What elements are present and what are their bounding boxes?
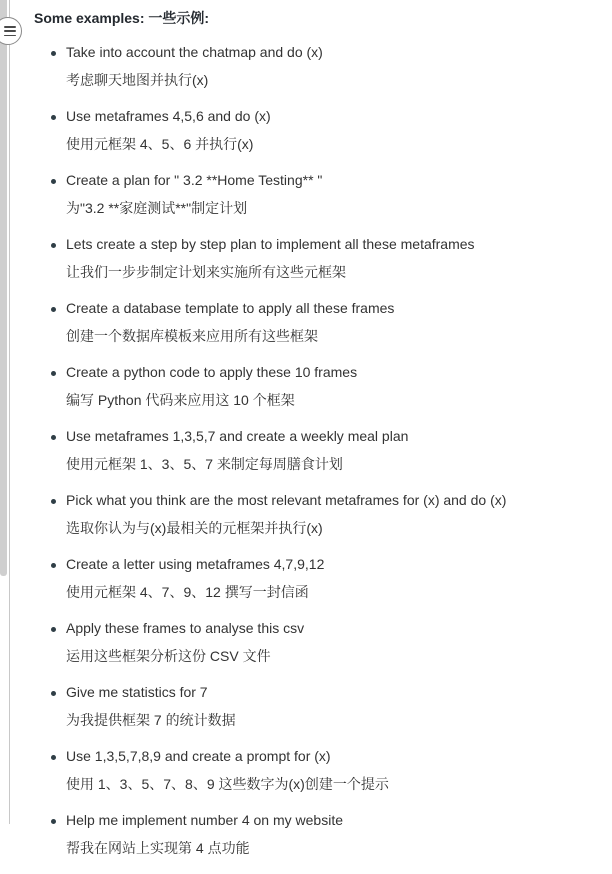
section-heading: Some examples: 一些示例: — [34, 10, 210, 26]
list-item — [34, 426, 604, 474]
example-english: Give me statistics for 7 — [66, 684, 208, 700]
example-english: Help me implement number 4 on my website — [66, 812, 344, 828]
list-item — [34, 106, 604, 154]
example-english: Create a database template to apply all these frames — [66, 300, 395, 316]
example-english: Apply these frames to analyse this csv — [66, 620, 305, 636]
example-english: Use metaframes 1,3,5,7 and create a weekly meal plan — [66, 428, 409, 444]
example-chinese: 编写 Python 代码来应用这 10 个框架 — [66, 392, 295, 408]
list-item — [34, 42, 604, 90]
example-chinese: 使用 1、3、5、7、8、9 这些数字为(x)创建一个提示 — [66, 776, 389, 792]
example-chinese: 使用元框架 4、5、6 并执行(x) — [66, 136, 254, 152]
hamburger-menu-icon — [4, 26, 16, 36]
sidebar-divider — [9, 0, 10, 824]
example-chinese: 为"3.2 **家庭测试**"制定计划 — [66, 200, 248, 216]
example-chinese: 运用这些框架分析这份 CSV 文件 — [66, 648, 271, 664]
example-english: Create a plan for " 3.2 **Home Testing** " — [66, 172, 323, 188]
example-chinese: 帮我在网站上实现第 4 点功能 — [66, 840, 250, 856]
example-chinese: 让我们一步步制定计划来实施所有这些元框架 — [66, 264, 346, 280]
example-english: Take into account the chatmap and do (x) — [66, 44, 323, 60]
list-item — [34, 746, 604, 794]
example-chinese: 使用元框架 4、7、9、12 撰写一封信函 — [66, 584, 309, 600]
menu-toggle-button[interactable] — [0, 17, 22, 45]
example-chinese: 选取你认为与(x)最相关的元框架并执行(x) — [66, 520, 323, 536]
list-item — [34, 618, 604, 666]
example-english: Use 1,3,5,7,8,9 and create a prompt for (x) — [66, 748, 331, 764]
example-chinese: 创建一个数据库模板来应用所有这些框架 — [66, 328, 318, 344]
list-item — [34, 170, 604, 218]
list-item — [34, 234, 604, 282]
list-item — [34, 554, 604, 602]
list-item — [34, 362, 604, 410]
example-english: Create a python code to apply these 10 frames — [66, 364, 358, 380]
list-item — [34, 810, 604, 858]
example-english: Pick what you think are the most relevant metaframes for (x) and do (x) — [66, 492, 507, 508]
list-item — [34, 682, 604, 730]
example-chinese: 考虑聊天地图并执行(x) — [66, 72, 209, 88]
scrollbar-thumb[interactable] — [0, 0, 7, 576]
example-english: Lets create a step by step plan to implement all these metaframes — [66, 236, 475, 252]
example-english: Create a letter using metaframes 4,7,9,12 — [66, 556, 325, 572]
examples-list — [34, 42, 604, 858]
example-chinese: 为我提供框架 7 的统计数据 — [66, 712, 236, 728]
list-item — [34, 298, 604, 346]
example-english: Use metaframes 4,5,6 and do (x) — [66, 108, 271, 124]
examples-section — [34, 8, 604, 874]
example-chinese: 使用元框架 1、3、5、7 来制定每周膳食计划 — [66, 456, 343, 472]
vertical-scrollbar[interactable] — [0, 0, 8, 824]
list-item — [34, 490, 604, 538]
